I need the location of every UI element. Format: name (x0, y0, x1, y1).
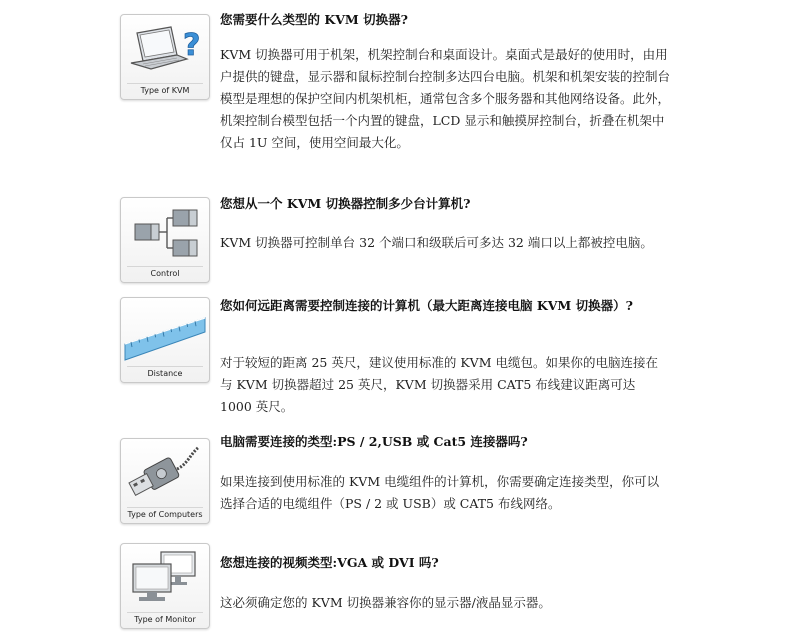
answer-text: 如果连接到使用标准的 KVM 电缆组件的计算机，你需要确定连接类型，你可以选择合适的电缆组件（PS / 2 或 USB）或 CAT5 布线网络。 (220, 474, 660, 511)
answer-text: 这必须确定您的 KVM 切换器兼容你的显示器/液晶显示器。 (220, 595, 551, 610)
svg-text:?: ? (183, 28, 201, 63)
question-heading: 您如何远距离需要控制连接的计算机（最大距离连接电脑 KVM 切换器）? (220, 298, 633, 313)
question-heading: 您需要什么类型的 KVM 切换器? (220, 12, 408, 27)
control-tree-icon (121, 198, 209, 262)
card-caption: Type of KVM (127, 83, 203, 95)
card-caption: Control (127, 266, 203, 278)
question-heading: 您想连接的视频类型:VGA 或 DVI 吗? (220, 555, 439, 570)
card-caption: Type of Monitor (127, 612, 203, 624)
answer-text: KVM 切换器可用于机架，机架控制台和桌面设计。桌面式是最好的使用时，由用户提供的键盘，显示器和鼠标控制台控制多达四台电脑。机架和机架安装的控制台模型是理想的保护空间内机架机柜，通常包含多个服务器和其他网络设备。此外，机架控制台模型包括一个内置的键盘，LCD 显示和触摸屏控制台，折叠在机架中仅占 1U 空间，使用空间最大化。 (220, 47, 671, 150)
usb-cable-icon (121, 439, 209, 503)
laptop-question-icon (121, 15, 209, 79)
answer-text: KVM 切换器可控制单台 32 个端口和级联后可多达 32 端口以上都被控电脑。 (220, 235, 653, 250)
monitors-icon (121, 544, 209, 608)
card-caption: Distance (127, 366, 203, 378)
ruler-icon (121, 298, 209, 362)
type-of-kvm-card (120, 14, 210, 100)
control-card (120, 197, 210, 283)
card-caption: Type of Computers (127, 507, 203, 519)
type-of-computers-card (120, 438, 210, 524)
type-of-monitor-card (120, 543, 210, 629)
distance-card (120, 297, 210, 383)
answer-text: 对于较短的距离 25 英尺，建议使用标准的 KVM 电缆包。如果你的电脑连接在与 KVM 切换器超过 25 英尺，KVM 切换器采用 CAT5 布线建议距离可达 1000 英尺。 (220, 355, 658, 414)
question-heading: 电脑需要连接的类型:PS / 2,USB 或 Cat5 连接器吗? (220, 434, 528, 449)
question-heading: 您想从一个 KVM 切换器控制多少台计算机? (220, 196, 471, 211)
